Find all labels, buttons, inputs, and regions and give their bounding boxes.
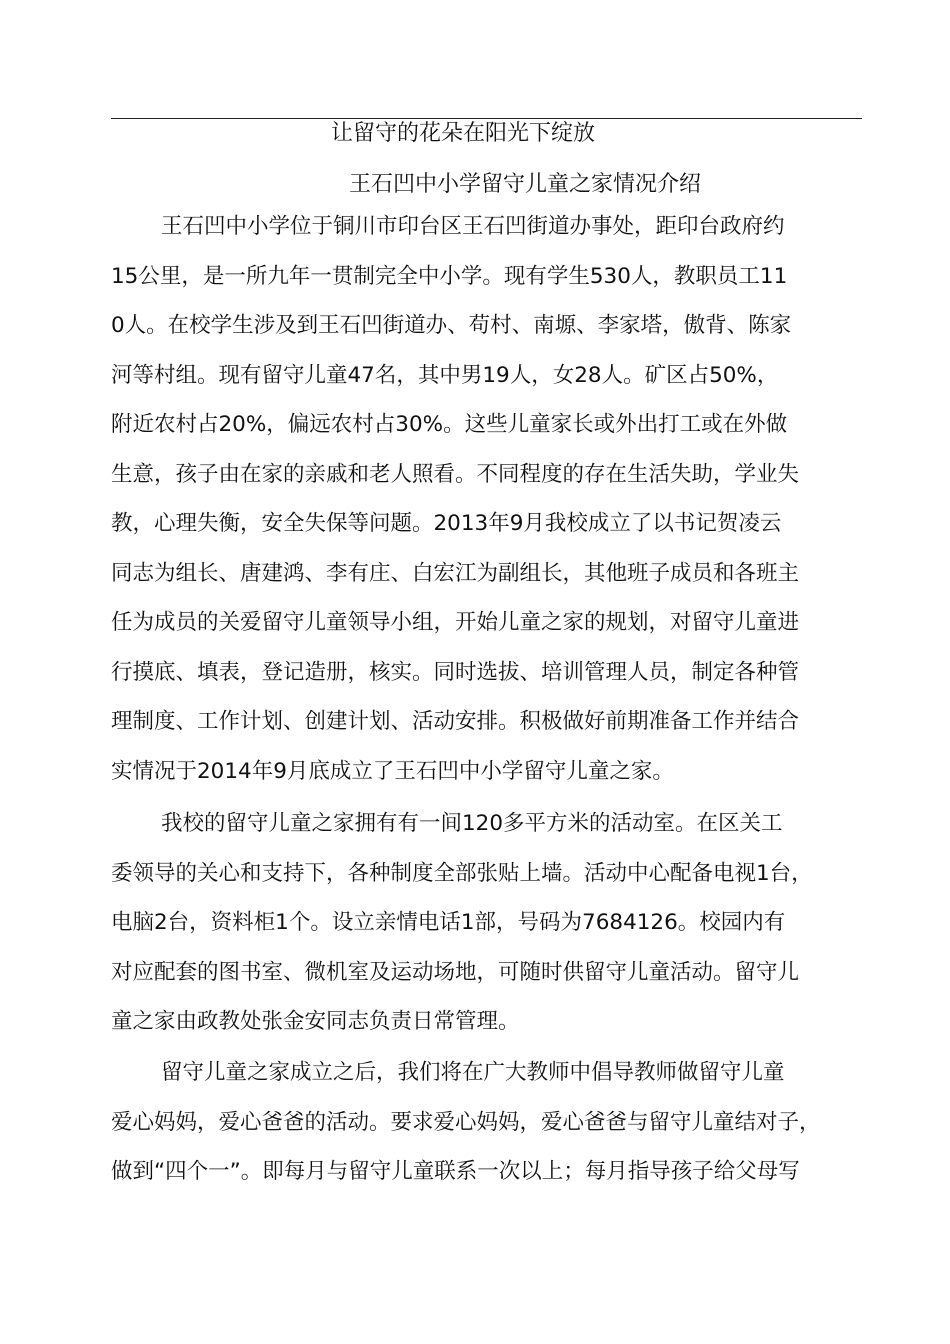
paragraph-line: 0人。在校学生涉及到王石凹街道办、苟村、南塬、李家塔，傲背、陈家 [111, 313, 792, 338]
paragraph-line: 童之家由政教处张金安同志负责日常管理。 [111, 1009, 520, 1034]
paragraph-line: 王石凹中小学位于铜川市印台区王石凹街道办事处，距印台政府约 [161, 214, 785, 239]
paragraph-line: 生意，孩子由在家的亲戚和老人照看。不同程度的存在生活失助，学业失 [111, 461, 800, 487]
paragraph-3 [111, 1048, 871, 1197]
document-title: 让留守的花朵在阳光下绽放 [330, 121, 595, 146]
paragraph-line: 15公里，是一所九年一贯制完全中小学。现有学生530人，教职员工11 [111, 263, 788, 289]
paragraph-line: 教，心理失衡，安全失保等问题。2013年9月我校成立了以书记贺凌云 [111, 511, 782, 536]
paragraph-line: 实情况于2014年9月底成立了王石凹中小学留守儿童之家。 [111, 758, 674, 784]
paragraph-line: 同志为组长、唐建鸿、李有庄、白宏江为副组长，其他班子成员和各班主 [111, 560, 800, 586]
paragraph-line: 爱心妈妈，爱心爸爸的活动。要求爱心妈妈，爱心爸爸与留守儿童结对子， [111, 1109, 821, 1135]
paragraph-line: 对应配套的图书室、微机室及运动场地，可随时供留守儿童活动。留守儿 [111, 959, 800, 985]
paragraph-line: 留守儿童之家成立之后，我们将在广大教师中倡导教师做留守儿童 [161, 1060, 785, 1085]
paragraph-line: 理制度、工作计划、创建计划、活动安排。积极做好前期准备工作并结合 [111, 709, 800, 734]
paragraph-line: 委领导的关心和支持下，各种制度全部张贴上墙。活动中心配备电视1台， [111, 860, 813, 886]
paragraph-line: 行摸底、填表，登记造册，核实。同时选拔、培训管理人员，制定各种管 [111, 659, 800, 685]
paragraph-line: 河等村组。现有留守儿童47名，其中男19人，女28人。矿区占50%， [111, 362, 779, 388]
paragraph-line: 任为成员的关爱留守儿童领导小组，开始儿童之家的规划，对留守儿童进 [111, 610, 800, 635]
paragraph-line: 附近农村占20%，偏远农村占30%。这些儿童家长或外出打工或在外做 [111, 412, 788, 437]
paragraph-line: 电脑2台，资料柜1个。设立亲情电话1部，号码为7684126。校园内有 [111, 910, 786, 935]
paragraph-2 [111, 799, 871, 1047]
paragraph-line: 做到“四个一”。即每月与留守儿童联系一次以上；每月指导孩子给父母写 [111, 1159, 800, 1184]
document-subtitle: 王石凹中小学留守儿童之家情况介绍 [348, 172, 701, 197]
paragraph-1 [111, 202, 871, 796]
paragraph-line: 我校的留守儿童之家拥有有一间120多平方米的活动室。在区关工 [161, 811, 783, 836]
header-rule [111, 118, 862, 119]
